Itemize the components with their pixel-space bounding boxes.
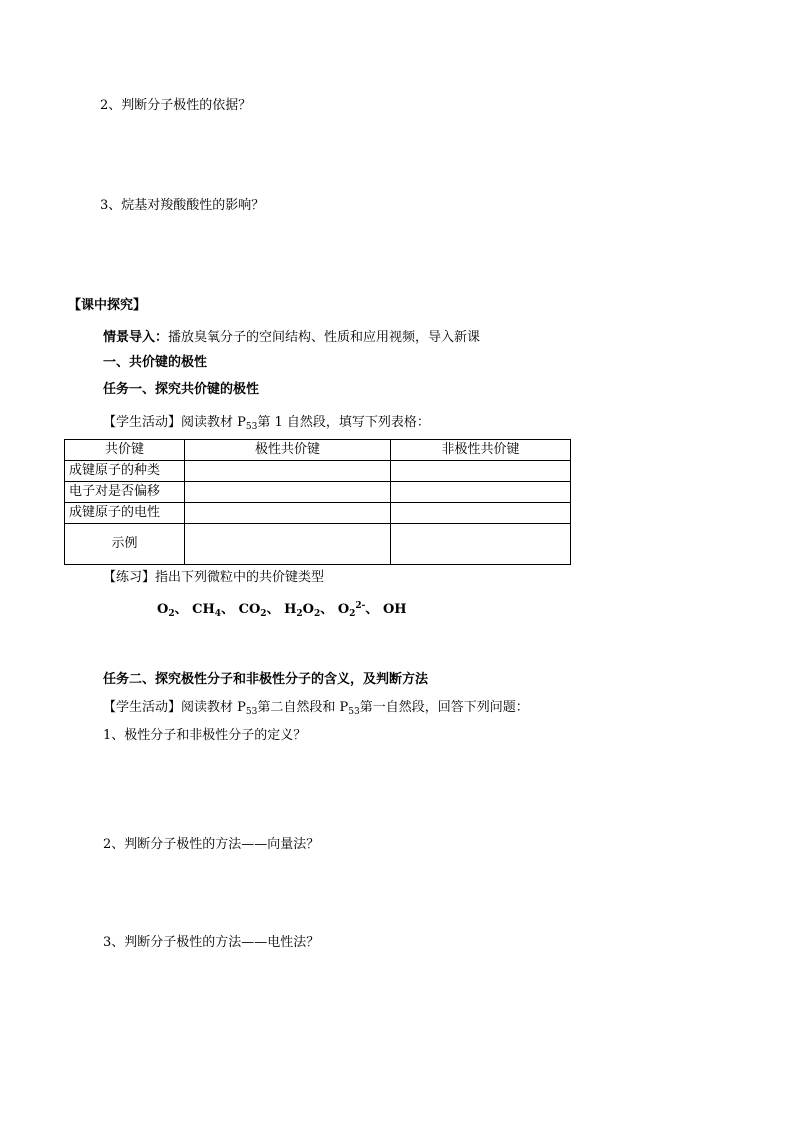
task2-activity bbox=[103, 700, 529, 720]
task2-question-1: 1、极性分子和非极性分子的定义？ bbox=[103, 728, 307, 743]
nonpolar-cell[interactable] bbox=[391, 503, 571, 524]
task2-question-2: 2、判断分子极性的方法——向量法？ bbox=[103, 837, 320, 852]
task2-title: 任务二、探究极性分子和非极性分子的含义，及判断方法 bbox=[103, 672, 429, 687]
header-cell-nonpolar: 非极性共价键 bbox=[391, 440, 571, 461]
table-header-row bbox=[65, 440, 571, 461]
polar-cell[interactable] bbox=[185, 524, 391, 565]
task2-subscript-2: 53 bbox=[348, 707, 360, 717]
section-title: 【课中探究】 bbox=[68, 298, 147, 313]
task1-activity-label: 【学生活动】 bbox=[103, 415, 182, 430]
pre-question-3: 3、烷基对羧酸酸性的影响？ bbox=[100, 198, 265, 213]
formula-o2-2minus: $O_2^{2-}$ bbox=[337, 601, 366, 619]
header-cell-polar: 极性共价键 bbox=[185, 440, 391, 461]
row-label: 电子对是否偏移 bbox=[65, 482, 185, 503]
intro-text: 播放臭氧分子的空间结构、性质和应用视频，导入新课 bbox=[168, 330, 481, 345]
molecule-list: $O_2$、 $CH_4$、 $CO_2$、 $H_2O_2$、 $O_2^{2-}$、 OH bbox=[157, 601, 407, 619]
intro-label: 情景导入： bbox=[103, 330, 169, 345]
table-row bbox=[65, 461, 571, 482]
nonpolar-cell[interactable] bbox=[391, 461, 571, 482]
formula-h2o2: $H_2O_2$ bbox=[284, 602, 321, 619]
task2-activity-label: 【学生活动】 bbox=[103, 700, 182, 715]
task2-subscript-1: 53 bbox=[245, 707, 258, 717]
nonpolar-cell[interactable] bbox=[391, 482, 571, 503]
task1-activity-text-b: 第 1 自然段，填写下列表格： bbox=[257, 415, 430, 430]
formula-oh: OH bbox=[382, 602, 407, 617]
exercise-line bbox=[103, 570, 324, 586]
header-cell-bond: 共价键 bbox=[65, 440, 185, 461]
polar-cell[interactable] bbox=[185, 461, 391, 482]
heading-covalent-polarity: 一、共价键的极性 bbox=[103, 355, 208, 370]
exercise-text: 指出下列微粒中的共价键类型 bbox=[155, 570, 325, 585]
task2-text-a: 阅读教材 P bbox=[181, 700, 246, 715]
row-label: 成键原子的电性 bbox=[65, 503, 185, 524]
formula-co2: $CO_2$ bbox=[238, 602, 267, 619]
table-row bbox=[65, 482, 571, 503]
polar-cell[interactable] bbox=[185, 503, 391, 524]
task1-activity bbox=[103, 415, 430, 435]
row-label: 成键原子的种类 bbox=[65, 461, 185, 482]
exercise-label: 【练习】 bbox=[103, 570, 156, 585]
task2-question-3: 3、判断分子极性的方法——电性法？ bbox=[103, 935, 320, 950]
table-row bbox=[65, 503, 571, 524]
covalent-bond-table bbox=[64, 439, 571, 565]
row-label: 示例 bbox=[65, 524, 185, 565]
nonpolar-cell[interactable] bbox=[391, 524, 571, 565]
task1-title: 任务一、探究共价键的极性 bbox=[103, 382, 260, 397]
task2-text-b: 第二自然段和 P bbox=[257, 700, 349, 715]
formula-o2: $O_2$ bbox=[157, 602, 175, 619]
task2-text-c: 第一自然段，回答下列问题： bbox=[359, 700, 529, 715]
task1-activity-subscript: 53 bbox=[245, 422, 258, 432]
intro-line bbox=[103, 330, 480, 346]
pre-question-2: 2、判断分子极性的依据？ bbox=[100, 98, 252, 113]
formula-ch4: $CH_4$ bbox=[192, 602, 222, 619]
polar-cell[interactable] bbox=[185, 482, 391, 503]
table-row bbox=[65, 524, 571, 565]
task1-activity-text-a: 阅读教材 P bbox=[181, 415, 246, 430]
